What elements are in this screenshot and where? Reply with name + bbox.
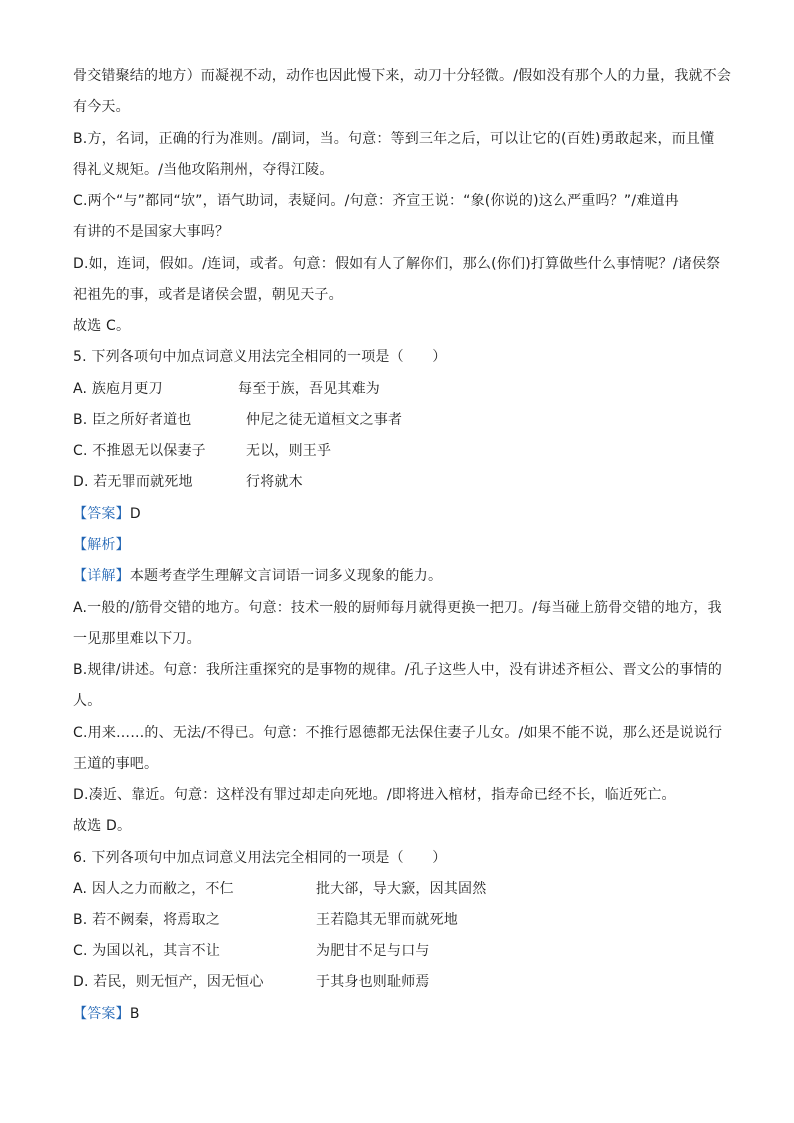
answer-value: B xyxy=(129,1006,140,1022)
option-right: 仲尼之徒无道桓文之事者 xyxy=(246,412,403,428)
text-line: 骨交错聚结的地方）而凝视不动，动作也因此慢下来，动刀十分轻微。/假如没有那个人的力量，我就不会 xyxy=(73,68,732,84)
text-line: D.如，连词，假如。/连词，或者。句意：假如有人了解你们，那么(你们)打算做些什么事情呢？/诸侯祭 xyxy=(73,256,721,272)
analysis-tag: 【解析】 xyxy=(73,537,130,553)
q5-answer xyxy=(73,505,141,523)
option-left: A. 族庖月更刀 xyxy=(73,381,163,397)
text-line: 祀祖先的事，或者是诸侯会盟，朝见天子。 xyxy=(73,287,343,303)
explain-line: A.一般的/筋骨交错的地方。句意：技术一般的厨师每月就得更换一把刀。/每当碰上筋骨交错的地方，我 xyxy=(73,600,722,616)
option-left: A. 因人之力而敝之，不仁 xyxy=(73,881,234,897)
explain-line: 王道的事吧。 xyxy=(73,756,159,772)
q6-answer xyxy=(73,1005,140,1023)
explain-line: B.规律/讲述。句意：我所注重探究的是事物的规律。/孔子这些人中，没有讲述齐桓公、晋文公的事情的 xyxy=(73,662,723,678)
text-line: 有讲的不是国家大事吗？ xyxy=(73,224,230,240)
explain-line: 人。 xyxy=(73,693,102,709)
q5-analysis-tag xyxy=(73,536,130,554)
option-right: 王若隐其无罪而就死地 xyxy=(316,912,458,928)
option-left: D. 若民，则无恒产，因无恒心 xyxy=(73,974,264,990)
text-line: C.两个“与”都同“欤”，语气助词，表疑问。/句意：齐宣王说：“象(你说的)这么严重吗？”/难道冉 xyxy=(73,193,679,209)
detail-tag: 【详解】 xyxy=(73,568,130,584)
text-line: 得礼义规矩。/当他攻陷荆州，夺得江陵。 xyxy=(73,162,334,178)
explain-line: 故选 D。 xyxy=(73,818,132,834)
answer-tag: 【答案】 xyxy=(73,1006,130,1022)
option-left: B. 臣之所好者道也 xyxy=(73,412,192,428)
explain-line: D.凑近、靠近。句意：这样没有罪过却走向死地。/即将进入棺材，指寿命已经不长，临近死亡。 xyxy=(73,787,676,803)
option-right: 为肥甘不足与口与 xyxy=(316,943,430,959)
explain-line: C.用来……的、无法/不得已。句意：不推行恩德都无法保住妻子儿女。/如果不能不说，那么还是说说行 xyxy=(73,725,723,741)
option-right: 行将就木 xyxy=(246,474,303,490)
option-left: B. 若不阙秦，将焉取之 xyxy=(73,912,220,928)
text-line: 故选 C。 xyxy=(73,318,131,334)
option-right: 于其身也则耻师焉 xyxy=(316,974,430,990)
option-left: D. 若无罪而就死地 xyxy=(73,474,193,490)
question-6-stem: 6. 下列各项句中加点词意义用法完全相同的一项是（ ） xyxy=(73,850,447,866)
option-right: 无以，则王乎 xyxy=(246,443,332,459)
detail-intro: 本题考查学生理解文言词语一词多义现象的能力。 xyxy=(129,568,443,584)
explain-line: 一见那里难以下刀。 xyxy=(73,631,201,647)
text-line: B.方，名词，正确的行为准则。/副词，当。句意：等到三年之后，可以让它的(百姓)勇敢起来，而且懂 xyxy=(73,131,715,147)
q5-detail xyxy=(73,567,442,585)
option-right: 批大郤，导大窾，因其固然 xyxy=(316,881,487,897)
answer-tag: 【答案】 xyxy=(73,506,130,522)
option-left: C. 为国以礼，其言不让 xyxy=(73,943,221,959)
question-5-stem: 5. 下列各项句中加点词意义用法完全相同的一项是（ ） xyxy=(73,349,447,365)
answer-value: D xyxy=(129,506,141,522)
text-line: 有今天。 xyxy=(73,99,130,115)
option-right: 每至于族，吾见其难为 xyxy=(238,381,380,397)
option-left: C. 不推恩无以保妻子 xyxy=(73,443,206,459)
